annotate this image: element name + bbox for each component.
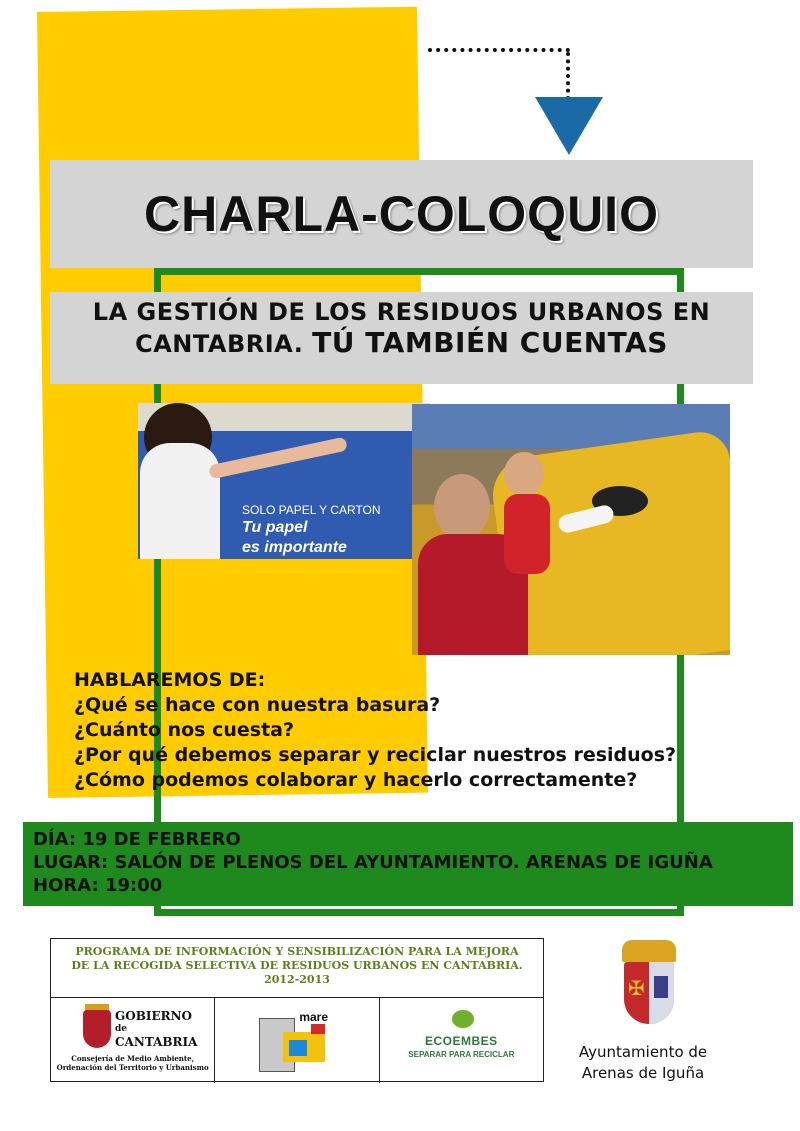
topic-item: ¿Qué se hace con nuestra basura?	[74, 694, 441, 716]
photo-man-head	[434, 474, 490, 540]
subtitle-slogan: TÚ TAMBIÉN CUENTAS	[312, 326, 668, 359]
gobierno-name-3: CANTABRIA	[115, 1035, 198, 1049]
subtitle-region: CANTABRIA.	[135, 330, 304, 358]
topic-item: ¿Por qué debemos separar y reciclar nuestros residuos?	[74, 744, 677, 766]
page-title: CHARLA-COLOQUIO	[144, 186, 659, 242]
town-line-2: Arenas de Iguña	[581, 1064, 705, 1082]
gobierno-department-1: Consejería de Medio Ambiente,	[71, 1054, 195, 1063]
gobierno-department-2: Ordenación del Territorio y Urbanismo	[56, 1063, 209, 1072]
mare-logo-red-square	[311, 1024, 325, 1034]
sponsor-logos-row	[51, 997, 543, 1083]
bin-caption-2: Tu papel	[242, 519, 308, 536]
gobierno-shield-icon	[83, 1010, 111, 1048]
subtitle-band	[50, 292, 753, 384]
subtitle-line-1: LA GESTIÓN DE LOS RESIDUOS URBANOS EN	[92, 298, 711, 326]
photo-container-recycling	[412, 404, 730, 655]
program-line-1: PROGRAMA DE INFORMACIÓN Y SENSIBILIZACIÓN PARA LA MEJORA	[75, 945, 519, 958]
bin-caption-3: es importante	[242, 539, 347, 556]
crest-crown-icon	[622, 940, 676, 962]
mare-logo-blue-square	[289, 1040, 307, 1056]
topic-item: ¿Cuánto nos cuesta?	[74, 719, 295, 741]
down-arrow-icon	[535, 97, 603, 155]
crest-cross-icon: ✠	[628, 976, 645, 1000]
topic-item: ¿Cómo podemos colaborar y hacerlo correctamente?	[74, 769, 638, 791]
event-time: HORA: 19:00	[33, 875, 163, 896]
program-line-3: 2012-2013	[264, 973, 330, 986]
program-box	[50, 938, 544, 1082]
crest-tower-icon	[654, 976, 668, 998]
event-date: DÍA: 19 DE FEBRERO	[33, 829, 241, 850]
town-hall-name	[560, 1042, 726, 1084]
ecoembes-mark-icon	[452, 1010, 474, 1028]
gobierno-name	[115, 1010, 197, 1049]
photo-woman-arm	[208, 437, 348, 480]
mare-logo-cell	[215, 998, 379, 1083]
event-place: LUGAR: SALÓN DE PLENOS DEL AYUNTAMIENTO. ARENAS DE IGUÑA	[33, 852, 713, 873]
photo-child-head	[504, 452, 544, 496]
photo-paper-recycling	[138, 403, 430, 559]
program-description	[51, 945, 543, 987]
town-line-1: Ayuntamiento de	[578, 1043, 708, 1061]
gobierno-name-2: de	[115, 1024, 128, 1034]
gobierno-cantabria-logo	[51, 998, 215, 1083]
mare-logo-text: mare	[299, 1010, 329, 1024]
ecoembes-name: ECOEMBES	[424, 1034, 498, 1048]
photo-child	[504, 494, 550, 574]
bin-caption-1: SOLO PAPEL Y CARTON	[242, 503, 381, 517]
gobierno-name-1: GOBIERNO	[115, 1009, 192, 1023]
event-info	[33, 828, 713, 897]
photo-woman	[140, 443, 220, 559]
subtitle-line-2	[50, 326, 753, 359]
gobierno-department	[51, 1054, 214, 1072]
ecoembes-logo-cell	[380, 998, 543, 1083]
topics-heading: HABLAREMOS DE:	[74, 669, 266, 691]
mare-logo	[259, 1012, 329, 1070]
topics-list	[74, 668, 714, 793]
dotted-line-vertical	[566, 52, 570, 100]
ecoembes-tagline: SEPARAR PARA RECICLAR	[408, 1050, 515, 1059]
town-crest-icon	[616, 940, 682, 1030]
title-band	[50, 160, 753, 268]
dotted-line-horizontal	[428, 48, 570, 52]
program-line-2: DE LA RECOGIDA SELECTIVA DE RESIDUOS URBANOS EN CANTABRIA.	[71, 959, 523, 972]
